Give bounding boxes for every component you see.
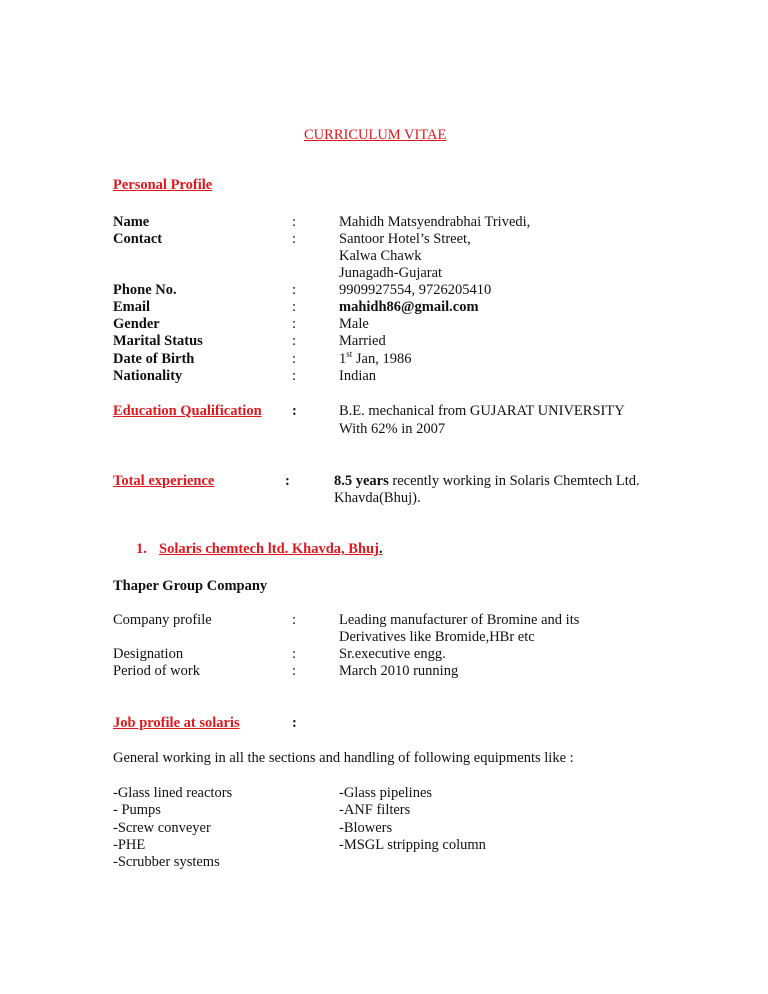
employer-name-text: Solaris chemtech ltd. Khavda, Bhuj (159, 541, 379, 557)
dob-rest: Jan, 1986 (352, 351, 412, 367)
education-label: Education Qualification (113, 403, 262, 419)
company-profile-line-2: Derivatives like Bromide,HBr etc (339, 629, 535, 645)
company-profile-label: Company profile (113, 612, 212, 628)
job-profile-label: Job profile at solaris (113, 715, 240, 731)
colon: : (292, 333, 297, 349)
equipment-item: - Pumps (113, 802, 161, 818)
colon: : (292, 316, 297, 332)
equipment-item: -Screw conveyer (113, 820, 211, 836)
phone-label: Phone No. (113, 282, 177, 298)
equipment-item: -ANF filters (339, 802, 411, 818)
employer-name (159, 541, 383, 558)
job-profile-intro: General working in all the sections and handling of following equipments like : (113, 750, 574, 766)
nationality-label: Nationality (113, 368, 183, 384)
dob-value (339, 351, 411, 368)
period-value: March 2010 running (339, 663, 459, 679)
company-profile-line-1: Leading manufacturer of Bromine and its (339, 612, 580, 628)
experience-label: Total experience (113, 473, 215, 489)
colon: : (292, 231, 297, 247)
colon: : (292, 612, 297, 628)
email-label: Email (113, 299, 151, 315)
colon: : (292, 351, 297, 367)
experience-rest: recently working in Solaris Chemtech Ltd. (388, 473, 640, 489)
designation-value: Sr.executive engg. (339, 646, 446, 662)
phone-value: 9909927554, 9726205410 (339, 282, 492, 298)
dob-day: 1 (339, 351, 347, 367)
education-line-1: B.E. mechanical from GUJARAT UNIVERSITY (339, 403, 625, 419)
colon: : (292, 282, 297, 298)
contact-line-1: Santoor Hotel’s Street, (339, 231, 471, 247)
name-value: Mahidh Matsyendrabhai Trivedi, (339, 214, 531, 230)
employer-number: 1. (136, 541, 147, 557)
document-title: CURRICULUM VITAE (304, 127, 447, 143)
colon: : (292, 663, 297, 679)
equipment-item: -Blowers (339, 820, 393, 836)
colon: : (292, 715, 297, 731)
equipment-item: -PHE (113, 837, 146, 853)
colon: : (292, 214, 297, 230)
equipment-item: -Glass lined reactors (113, 785, 233, 801)
education-line-2: With 62% in 2007 (339, 421, 446, 437)
colon: : (285, 473, 290, 489)
colon: : (292, 299, 297, 315)
equipment-item: -Scrubber systems (113, 854, 220, 870)
contact-line-3: Junagadh-Gujarat (339, 265, 443, 281)
personal-profile-heading: Personal Profile (113, 177, 213, 193)
period-label: Period of work (113, 663, 200, 679)
equipment-item: -Glass pipelines (339, 785, 433, 801)
marital-status-label: Marital Status (113, 333, 203, 349)
experience-line-2: Khavda(Bhuj). (334, 490, 421, 506)
colon: : (292, 403, 297, 419)
colon: : (292, 368, 297, 384)
colon: : (292, 646, 297, 662)
contact-label: Contact (113, 231, 163, 247)
dob-label: Date of Birth (113, 351, 195, 367)
gender-value: Male (339, 316, 369, 332)
experience-line-1 (334, 473, 640, 490)
dob-suffix: st (346, 349, 353, 360)
contact-line-2: Kalwa Chawk (339, 248, 422, 264)
nationality-value: Indian (339, 368, 377, 384)
gender-label: Gender (113, 316, 160, 332)
designation-label: Designation (113, 646, 184, 662)
experience-years: 8.5 years (334, 473, 389, 489)
marital-status-value: Married (339, 333, 386, 349)
employer-name-trail: . (378, 541, 383, 557)
equipment-item: -MSGL stripping column (339, 837, 486, 853)
group-name: Thaper Group Company (113, 578, 268, 594)
email-value: mahidh86@gmail.com (339, 299, 479, 315)
name-label: Name (113, 214, 150, 230)
